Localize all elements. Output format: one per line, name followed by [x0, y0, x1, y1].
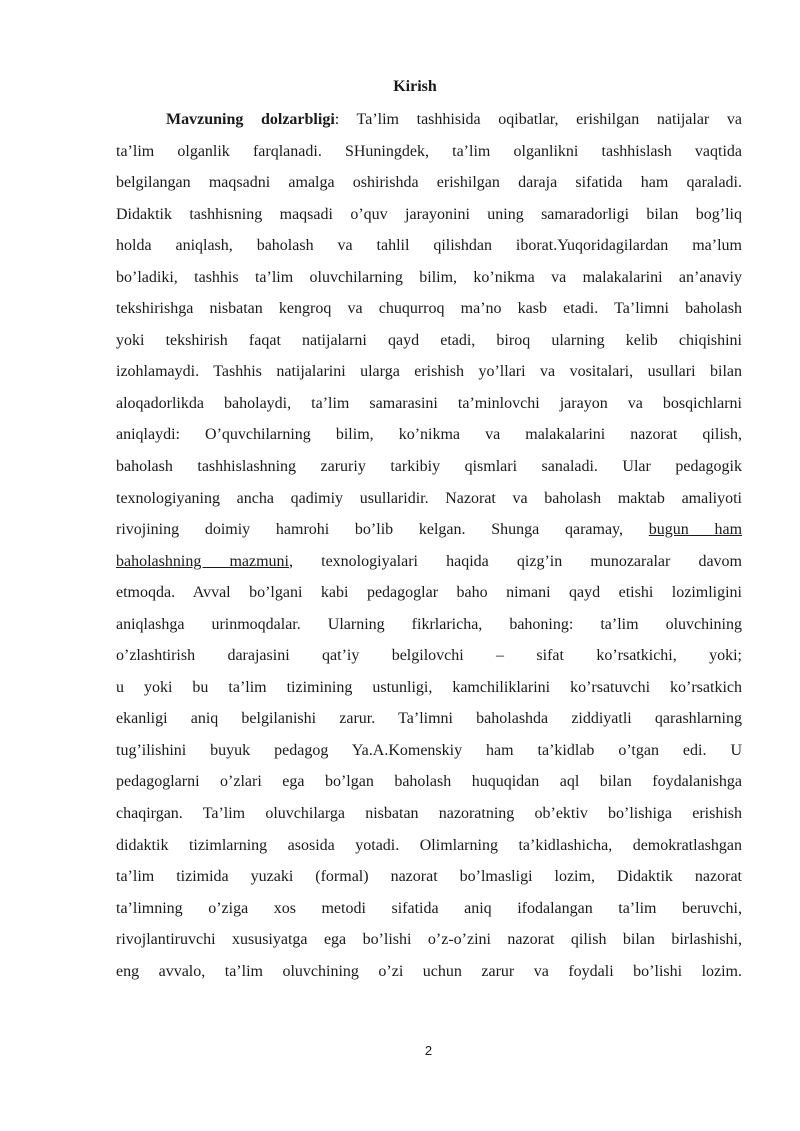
body-text: [116, 104, 742, 987]
underlined-text: bugun ham: [648, 521, 742, 539]
text-line: o’zlashtirish darajasini qat’iy belgilovchi – sifat ko’rsatkichi, yoki;: [116, 647, 742, 665]
text-line: ta’lim tizimida yuzaki (formal) nazorat bo’lmasligi lozim, Didaktik nazorat: [116, 868, 742, 886]
text-line: ta’limning o’ziga xos metodi sifatida aniq ifodalangan ta’lim beruvchi,: [116, 899, 742, 917]
text-line: texnologiyaning ancha qadimiy usullaridir. Nazorat va baholash maktab amaliyoti: [116, 489, 742, 507]
text-line: [116, 546, 742, 578]
text-line: aloqadorlikda baholaydi, ta’lim samarasini ta’minlovchi jarayon va bosqichlarni: [116, 394, 742, 412]
topic-relevance-label: Mavzuning dolzarbligi: [166, 111, 335, 128]
text-line: belgilangan maqsadni amalga oshirishda erishilgan daraja sifatida ham qaraladi.: [116, 174, 742, 192]
text-line: Didaktik tashhisning maqsadi o’quv jarayonini uning samaradorligi bilan bog’liq: [116, 205, 742, 223]
text-line: pedagoglarni o’zlari ega bo’lgan baholash huquqidan aql bilan foydalanishga: [116, 773, 742, 791]
text-line: rivojlantiruvchi xususiyatga ega bo’lishi o’z-o’zini nazorat qilish bilan birlashishi,: [116, 931, 742, 949]
text-line: [116, 104, 742, 136]
text-line: yoki tekshirish faqat natijalarni qayd etadi, biroq ularning kelib chiqishini: [116, 331, 742, 349]
text-line: izohlamaydi. Tashhis natijalarini ularga erishish yo’llari va vositalari, usullari bilan: [116, 363, 742, 381]
text-line: tekshirishga nisbatan kengroq va chuqurroq ma’no kasb etadi. Ta’limni baholash: [116, 300, 742, 318]
text-span: : Ta’lim tashhisida oqibatlar, erishilgan natijalar va: [334, 111, 742, 128]
text-line: ta’lim olganlik farqlanadi. SHuningdek, ta’lim olganlikni tashhislash vaqtida: [116, 142, 742, 160]
text-line: bo’ladiki, tashhis ta’lim oluvchilarning bilim, ko’nikma va malakalarini an’anaviy: [116, 268, 742, 286]
text-line: etmoqda. Avval bo’lgani kabi pedagoglar baho nimani qayd etishi lozimligini: [116, 584, 742, 602]
text-line: eng avvalo, ta’lim oluvchining o’zi uchun zarur va foydali bo’lishi lozim.: [116, 962, 742, 980]
text-line: holda aniqlash, baholash va tahlil qilishdan iborat.Yuqoridagilardan ma’lum: [116, 237, 742, 255]
text-line: aniqlashga urinmoqdalar. Ularning fikrlaricha, bahoning: ta’lim oluvchining: [116, 615, 742, 633]
text-line: u yoki bu ta’lim tizimining ustunligi, kamchiliklarini ko’rsatuvchi ko’rsatkich: [116, 678, 742, 696]
text-line: ekanligi aniq belgilanishi zarur. Ta’limni baholashda ziddiyatli qarashlarning: [116, 710, 742, 728]
section-heading: Kirish: [393, 78, 437, 95]
text-span: , texnologiyalari haqida qizg’in munozaralar davom: [289, 552, 742, 570]
text-line: [116, 514, 742, 546]
text-line: tug’ilishini buyuk pedagog Ya.A.Komenskiy ham ta’kidlab o’tgan edi. U: [116, 741, 742, 759]
page-number: 2: [424, 1043, 433, 1058]
text-line: aniqlaydi: O’quvchilarning bilim, ko’nikma va malakalarini nazorat qilish,: [116, 426, 742, 444]
text-span: rivojining doimiy hamrohi bo’lib kelgan. Shunga qaramay,: [116, 521, 624, 539]
text-line: baholash tashhislashning zaruriy tarkibiy qismlari sanaladi. Ular pedagogik: [116, 458, 742, 476]
text-line: didaktik tizimlarning asosida yotadi. Olimlarning ta’kidlashicha, demokratlashgan: [116, 836, 742, 854]
underlined-text: baholashning mazmuni: [116, 552, 289, 570]
text-line: chaqirgan. Ta’lim oluvchilarga nisbatan nazoratning ob’ektiv bo’lishiga erishish: [116, 805, 742, 823]
